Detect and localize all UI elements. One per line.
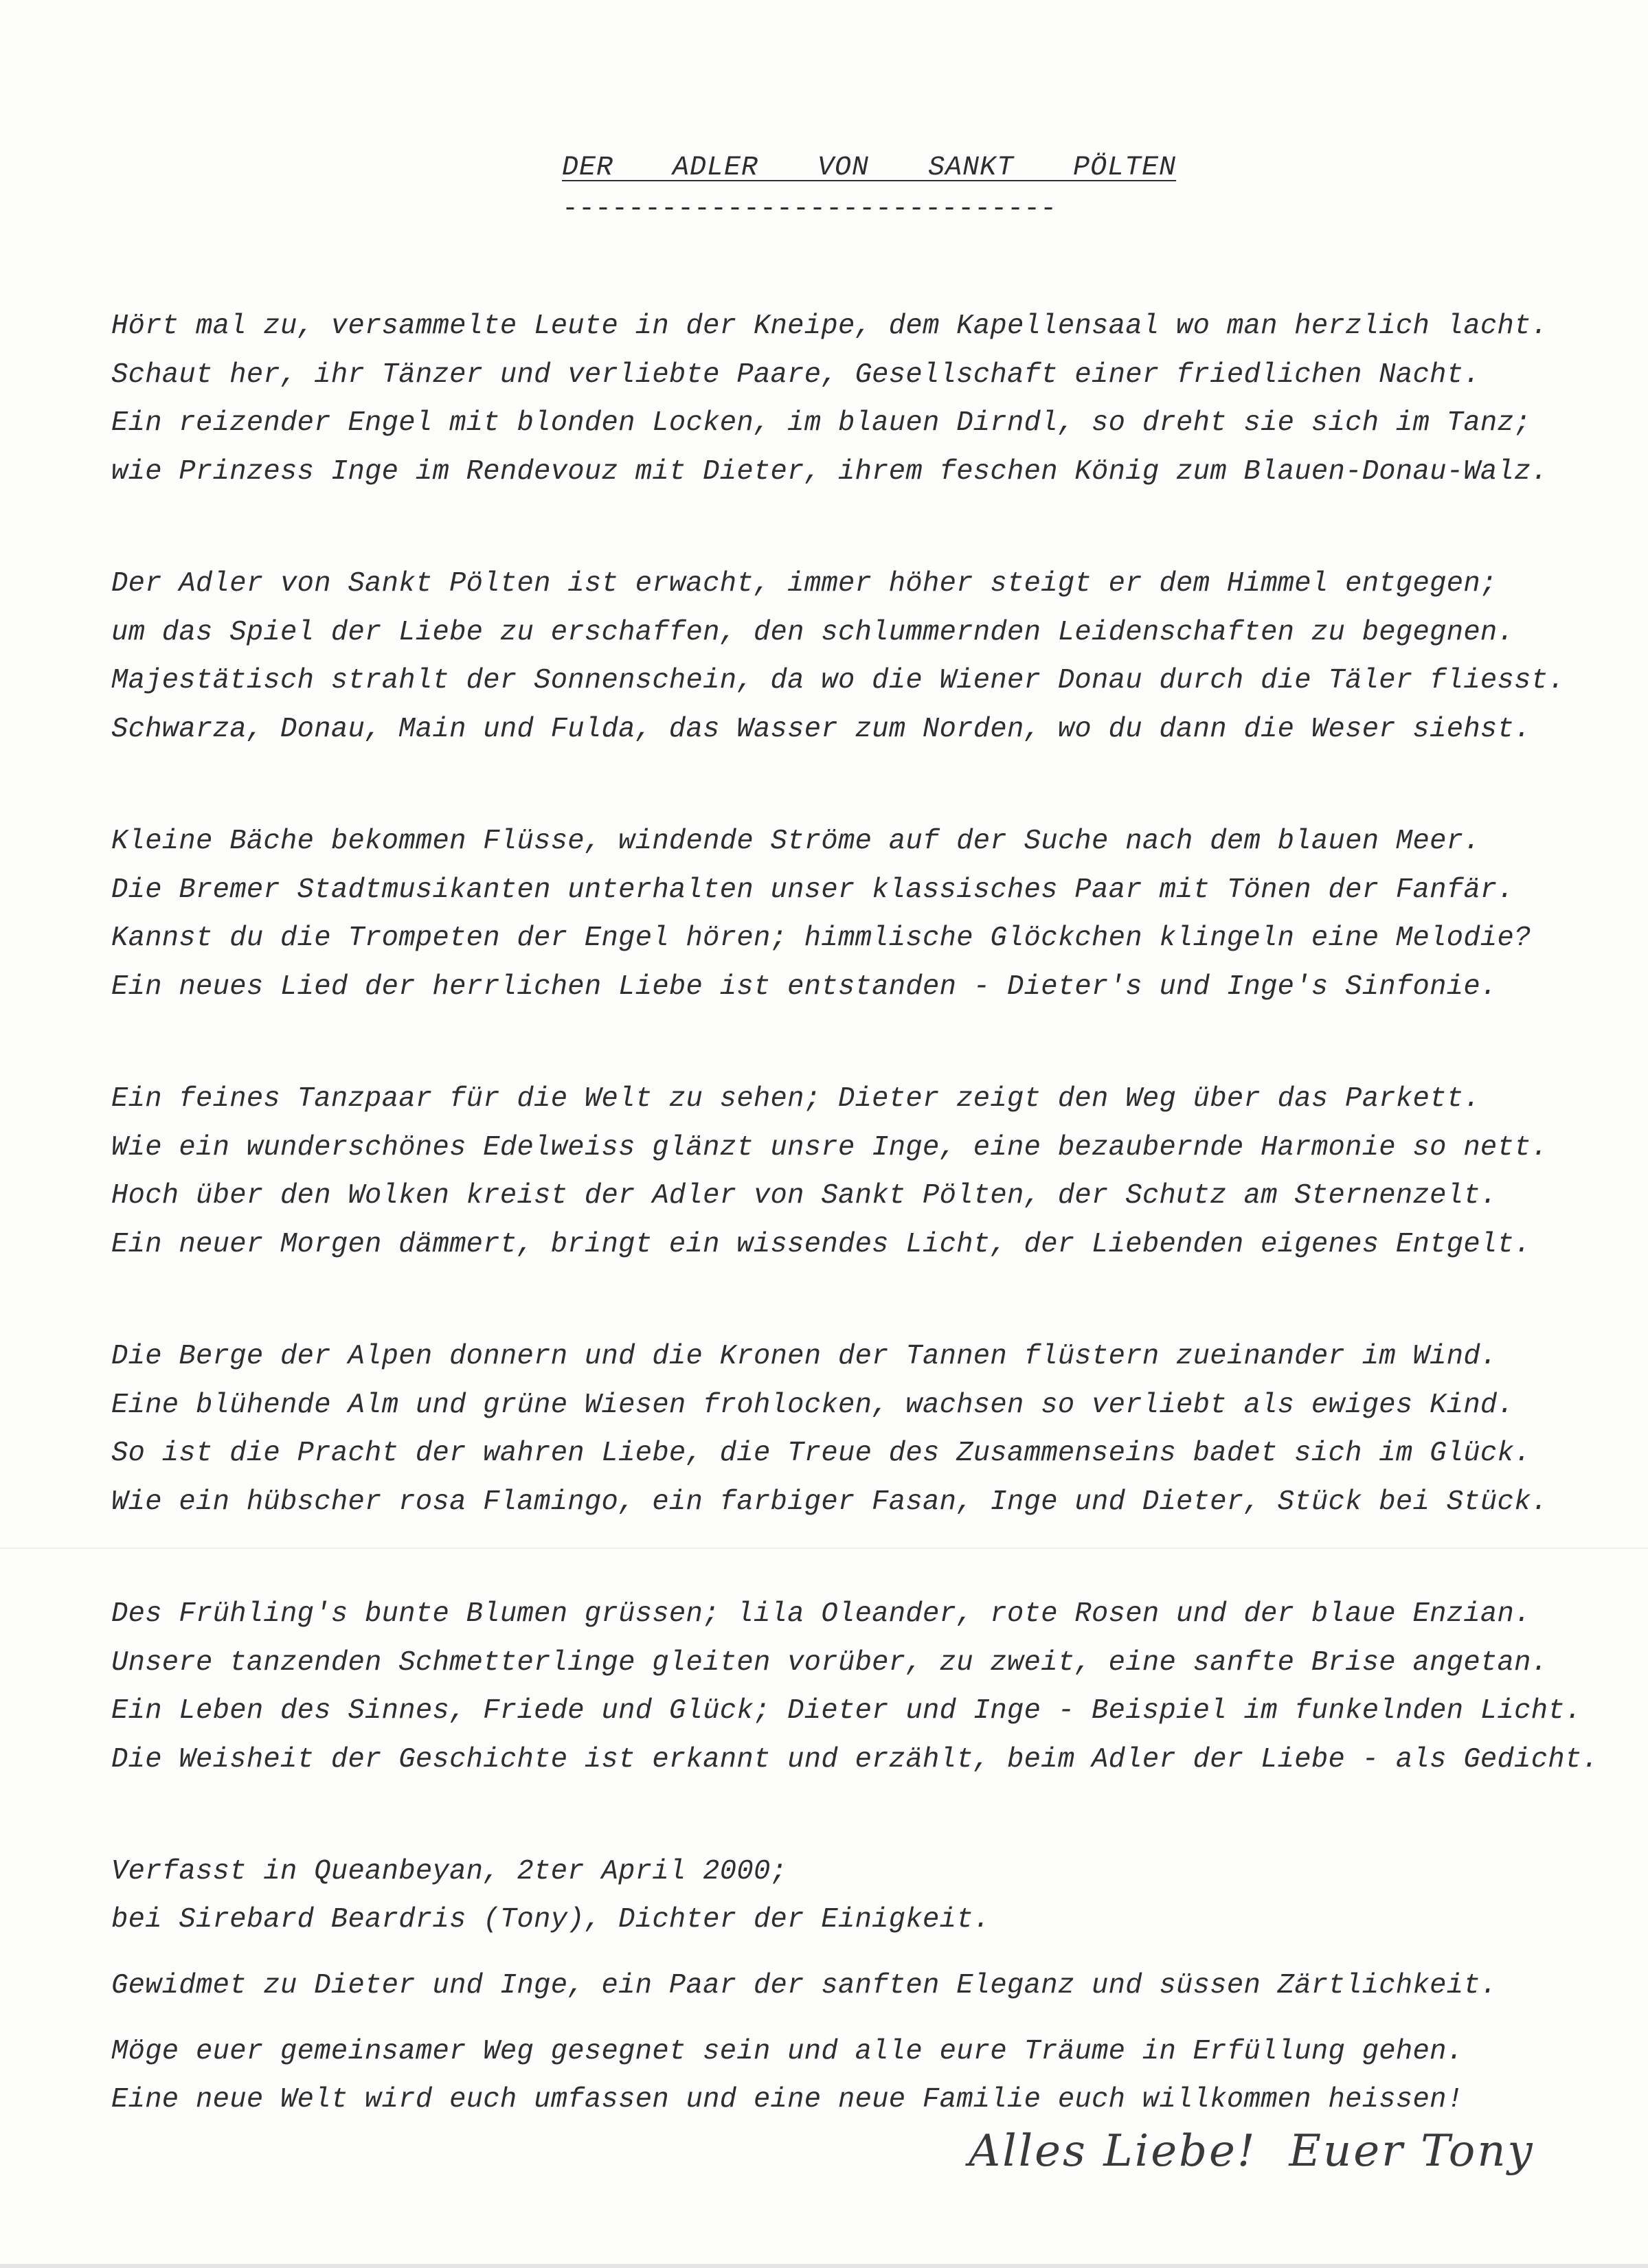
- stanza-line: Hört mal zu, versammelte Leute in der Kneipe, dem Kapellensaal wo man herzlich lacht.: [111, 310, 1548, 342]
- poem-body: [111, 302, 1599, 2124]
- poem-title: DER ADLER VON SANKT PÖLTEN: [562, 152, 1177, 183]
- stanza-line: Ein reizender Engel mit blonden Locken, im blauen Dirndl, so dreht sie sich im Tanz;: [111, 407, 1531, 439]
- stanza-line: Des Frühling's bunte Blumen grüssen; lila Oleander, rote Rosen und der blaue Enzian.: [111, 1598, 1531, 1630]
- stanza-line: Hoch über den Wolken kreist der Adler von Sankt Pölten, der Schutz am Sternenzelt.: [111, 1180, 1498, 1212]
- signature-text: Alles Liebe! Euer Tony: [969, 2126, 1535, 2177]
- stanza-6: [111, 1590, 1599, 1784]
- stanza-line: Schaut her, ihr Tänzer und verliebte Paare, Gesellschaft einer friedlichen Nacht.: [111, 359, 1480, 391]
- stanza-line: Wie ein hübscher rosa Flamingo, ein farbiger Fasan, Inge und Dieter, Stück bei Stück.: [111, 1486, 1548, 1518]
- scan-bottom-edge: [0, 2264, 1648, 2268]
- stanza-2: [111, 560, 1568, 753]
- stanza-line: Eine blühende Alm und grüne Wiesen frohlocken, wachsen so verliebt als ewiges Kind.: [111, 1389, 1515, 1421]
- stanza-line: Schwarza, Donau, Main und Fulda, das Wasser zum Norden, wo du dann die Weser siehst.: [111, 713, 1531, 745]
- stanza-line: Wie ein wunderschönes Edelweiss glänzt unsre Inge, eine bezaubernde Harmonie so nett.: [111, 1131, 1548, 1164]
- scan-fold-mark: [0, 1547, 1648, 1549]
- title-dashed-rule: ------------------------------: [562, 194, 1057, 225]
- stanza-3: [111, 817, 1568, 1011]
- stanza-line: Majestätisch strahlt der Sonnenschein, da wo die Wiener Donau durch die Täler fliesst.: [111, 665, 1565, 696]
- stanza-4: [111, 1075, 1568, 1269]
- stanza-line: Ein feines Tanzpaar für die Welt zu sehen; Dieter zeigt den Weg über das Parkett.: [111, 1083, 1480, 1115]
- written-at-line: Verfasst in Queanbeyan, 2ter April 2000;: [111, 1856, 788, 1887]
- dedication-line: Gewidmet zu Dieter und Inge, ein Paar der sanften Eleganz und süssen Zärtlichkeit.: [111, 1970, 1498, 2001]
- author-line: bei Sirebard Beardris (Tony), Dichter der Einigkeit.: [111, 1904, 991, 1936]
- stanza-line: Ein neues Lied der herrlichen Liebe ist entstanden - Dieter's und Inge's Sinfonie.: [111, 971, 1498, 1003]
- stanza-line: Die Weisheit der Geschichte ist erkannt und erzählt, beim Adler der Liebe - als Gedicht.: [111, 1743, 1599, 1776]
- stanza-line: Die Bremer Stadtmusikanten unterhalten unser klassisches Paar mit Tönen der Fanfär.: [111, 874, 1515, 906]
- stanza-line: Kannst du die Trompeten der Engel hören; himmlische Glöckchen klingeln eine Melodie?: [111, 922, 1531, 954]
- stanza-line: So ist die Pracht der wahren Liebe, die Treue des Zusammenseins badet sich im Glück.: [111, 1438, 1531, 1469]
- stanza-line: Kleine Bäche bekommen Flüsse, windende Ströme auf der Suche nach dem blauen Meer.: [111, 826, 1480, 857]
- stanza-line: Ein Leben des Sinnes, Friede und Glück; Dieter und Inge - Beispiel im funkelnden Licht.: [111, 1695, 1582, 1727]
- stanza-1: [111, 302, 1568, 496]
- stanza-line: Der Adler von Sankt Pölten ist erwacht, immer höher steigt er dem Himmel entgegen;: [111, 568, 1498, 600]
- stanza-line: um das Spiel der Liebe zu erschaffen, den schlummernden Leidenschaften zu begegnen.: [111, 616, 1515, 648]
- poem-footer: [111, 1848, 1568, 2124]
- stanza-line: Ein neuer Morgen dämmert, bringt ein wissendes Licht, der Liebenden eigenes Entgelt.: [111, 1228, 1531, 1260]
- handwritten-signature: [969, 2126, 1535, 2208]
- wish-line: Möge euer gemeinsamer Weg gesegnet sein und alle eure Träume in Erfüllung gehen.: [111, 2036, 1464, 2067]
- stanza-5: [111, 1333, 1568, 1526]
- stanza-line: Die Berge der Alpen donnern und die Kronen der Tannen flüstern zueinander im Wind.: [111, 1341, 1498, 1372]
- stanza-line: Unsere tanzenden Schmetterlinge gleiten vorüber, zu zweit, eine sanfte Brise angetan.: [111, 1646, 1548, 1679]
- wish-line: Eine neue Welt wird euch umfassen und eine neue Familie euch willkommen heissen!: [111, 2084, 1464, 2116]
- stanza-line: wie Prinzess Inge im Rendevouz mit Dieter, ihrem feschen König zum Blauen-Donau-Walz.: [111, 455, 1548, 488]
